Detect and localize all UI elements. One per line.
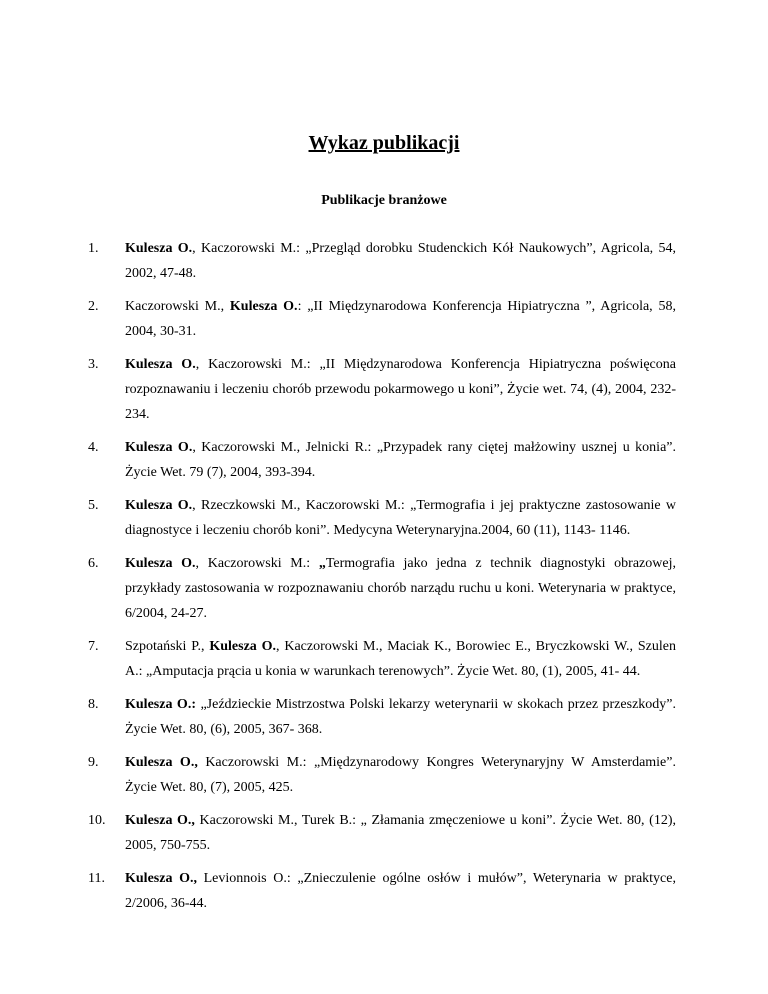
section-title: Publikacje branżowe [321, 193, 447, 208]
author-highlight: Kulesza O. [209, 639, 277, 654]
publication-citation [125, 493, 676, 543]
author-highlight: Kulesza O., [125, 871, 197, 886]
publication-item [88, 866, 676, 916]
publication-item [88, 551, 676, 626]
author-highlight: Kulesza O. [125, 357, 196, 372]
citation-text: Kaczorowski M., Turek B.: „ Złamania zmęczeniowe u koni”. Życie Wet. 80, (12), 2005, 750-755. [125, 813, 676, 853]
publication-citation [125, 352, 676, 427]
publication-citation [125, 634, 676, 684]
author-highlight: Kulesza O. [125, 241, 193, 256]
publication-list [88, 236, 676, 924]
citation-text: , Kaczorowski M.: „Przegląd dorobku Studenckich Kół Naukowych”, Agricola, 54, 2002, 47-48. [125, 241, 676, 281]
publication-number: 2. [88, 299, 99, 314]
publication-item [88, 750, 676, 800]
publication-number: 5. [88, 498, 99, 513]
publication-number: 1. [88, 241, 99, 256]
publication-citation [125, 692, 676, 742]
citation-text: Termografia jako jedna z technik diagnostyki obrazowej, przykłady zastosowania w rozpoznawaniu chorób narządu ruchu u koni. Weterynaria w praktyce, 6/2004, 24-27. [125, 556, 676, 621]
publication-citation [125, 808, 676, 858]
author-highlight: Kulesza O., [125, 813, 195, 828]
publication-number: 3. [88, 357, 99, 372]
publication-number: 11. [88, 871, 105, 886]
publication-item [88, 493, 676, 543]
citation-text: Kaczorowski M., [125, 299, 230, 314]
publication-item [88, 692, 676, 742]
publication-number: 9. [88, 755, 99, 770]
publication-item [88, 294, 676, 344]
publication-item [88, 435, 676, 485]
publication-citation [125, 236, 676, 286]
author-highlight: Kulesza O., [125, 755, 198, 770]
citation-text: , Kaczorowski M., Jelnicki R.: „Przypadek rany ciętej małżowiny usznej u konia”. Życie Wet. 79 (7), 2004, 393-394. [125, 440, 676, 480]
citation-text: : „II Międzynarodowa Konferencja Hipiatryczna ”, Agricola, 58, 2004, 30-31. [125, 299, 676, 339]
publication-item [88, 352, 676, 427]
publication-citation [125, 551, 676, 626]
publication-item [88, 236, 676, 286]
citation-text: , Kaczorowski M.: [195, 556, 319, 571]
publication-number: 10. [88, 813, 106, 828]
citation-text: , Kaczorowski M.: „II Międzynarodowa Konferencja Hipiatryczna poświęcona rozpoznawaniu i leczeniu chorób przewodu pokarmowego u koni”, Życie wet. 74, (4), 2004, 232-234. [125, 357, 676, 422]
publication-citation [125, 866, 676, 916]
publication-number: 4. [88, 440, 99, 455]
citation-text: „Jeździeckie Mistrzostwa Polski lekarzy weterynarii w skokach przez przeszkody”. Życie Wet. 80, (6), 2005, 367- 368. [125, 697, 676, 737]
publication-citation [125, 750, 676, 800]
author-highlight: Kulesza O. [125, 440, 193, 455]
publication-number: 6. [88, 556, 99, 571]
citation-text: Kaczorowski M.: „Międzynarodowy Kongres Weterynaryjny W Amsterdamie”. Życie Wet. 80, (7), 2005, 425. [125, 755, 676, 795]
citation-text: Szpotański P., [125, 639, 210, 654]
author-highlight: Kulesza O. [125, 556, 196, 571]
author-highlight: Kulesza O.: [125, 697, 196, 712]
author-highlight: „ [318, 556, 326, 571]
author-highlight: Kulesza O. [125, 498, 193, 513]
publication-citation [125, 294, 676, 344]
publication-number: 8. [88, 697, 99, 712]
publication-citation [125, 435, 676, 485]
publication-number: 7. [88, 639, 99, 654]
publication-item [88, 808, 676, 858]
page-title: Wykaz publikacji [308, 132, 460, 154]
author-highlight: Kulesza O. [229, 299, 298, 314]
citation-text: Levionnois O.: „Znieczulenie ogólne osłów i mułów”, Weterynaria w praktyce, 2/2006, 36-44. [125, 871, 676, 911]
citation-text: , Kaczorowski M., Maciak K., Borowiec E., Bryczkowski W., Szulen A.: „Amputacja prącia u konia w warunkach terenowych”. Życie Wet. 80, (1), 2005, 41- 44. [125, 639, 676, 679]
citation-text: , Rzeczkowski M., Kaczorowski M.: „Termografia i jej praktyczne zastosowanie w diagnostyce i leczeniu chorób koni”. Medycyna Weterynaryjna.2004, 60 (11), 1143- 1146. [125, 498, 676, 538]
publication-item [88, 634, 676, 684]
